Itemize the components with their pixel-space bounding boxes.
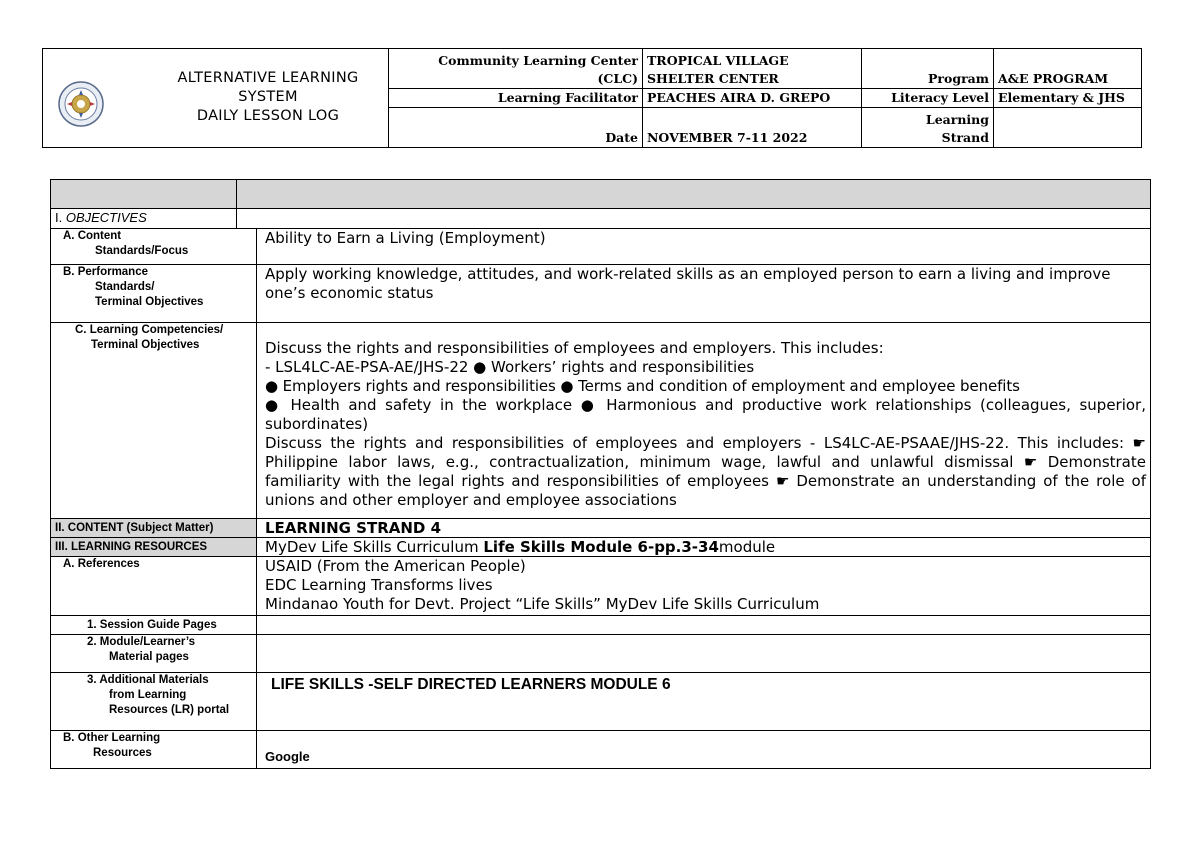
clc-label-line-1: Community Learning Center [438,53,638,68]
additional-materials-value: LIFE SKILLS -SELF DIRECTED LEARNERS MODULE 6 [257,673,1151,731]
competencies-line-3: ● Employers rights and responsibilities ● Terms and condition of employment and employee benefits [265,377,1020,395]
session-guide-row [51,616,1151,635]
learning-resources-row [51,538,1151,557]
system-title-line-3: DAILY LESSON LOG [196,108,340,124]
performance-standards-row [51,265,1151,323]
competencies-value [257,323,1151,519]
system-title [143,69,393,126]
resources-value-bold: Life Skills Module 6-pp.3-34 [483,538,719,556]
references-line-1: USAID (From the American People) [265,557,526,575]
objectives-heading-number: I. [55,210,66,225]
module-label-line-2: Material pages [109,651,189,663]
objectives-heading [51,209,237,229]
learning-resources-label: III. LEARNING RESOURCES [51,538,257,557]
references-label: A. References [51,557,257,616]
table-header-row [51,180,1151,209]
session-guide-value [257,616,1151,635]
program-label: Program [862,49,994,89]
resources-value-tail: module [718,538,776,556]
performance-standards-value: Apply working knowledge, attitudes, and work-related skills as an employed person to earn a living and improve one’s economic status [257,265,1151,323]
facilitator-value: PEACHES AIRA D. GREPO [643,89,862,108]
competencies-line-5: Discuss the rights and responsibilities of employees and employers - LS4LC-AE-PSAAE/JHS-22. This includes: ☛ Philippine labor laws, e.g., contractualization, minimum wage, lawful and unlawful dismissal ☛ Demonstrate familiarity with the legal rights and responsibilities of employees ☛ Demonstrate an understanding of the role of unions and other employer and employee associations [265,434,1146,509]
references-line-3: Mindanao Youth for Devt. Project “Life Skills” MyDev Life Skills Curriculum [265,595,820,613]
competencies-line-1: Discuss the rights and responsibilities of employees and employers. This includes: [265,339,884,357]
other-resources-row [51,731,1151,769]
strand-label-line-1: Learning [925,112,989,127]
additional-label-line-1: 3. Additional Materials [87,674,209,686]
competencies-label-line-2: Terminal Objectives [91,339,200,351]
objectives-heading-blank [237,209,1151,229]
system-title-line-2: SYSTEM [238,89,298,105]
additional-label-line-2: from Learning [109,689,187,701]
learning-strand-value [994,108,1142,148]
content-row [51,519,1151,538]
learning-resources-value [257,538,1151,557]
clc-label [389,49,643,89]
literacy-level-value: Elementary & JHS [994,89,1142,108]
program-value: A&E PROGRAM [994,49,1142,89]
objectives-row [51,209,1151,229]
lesson-log-table [50,179,1151,769]
system-title-line-1: ALTERNATIVE LEARNING [177,70,359,86]
content-standards-row [51,229,1151,265]
facilitator-label: Learning Facilitator [389,89,643,108]
learning-strand-label [862,108,994,148]
content-standards-value: Ability to Earn a Living (Employment) [257,229,1151,265]
content-standards-label-line-1: A. Content [63,230,122,242]
header-cell-right [237,180,1151,209]
literacy-level-label: Literacy Level [862,89,994,108]
header-table [42,48,1142,148]
additional-label-line-3: Resources (LR) portal [109,704,230,716]
performance-label-line-1: B. Performance [63,266,149,278]
date-label: Date [389,108,643,148]
module-pages-value [257,635,1151,673]
header-cell-left [51,180,237,209]
performance-standards-label [51,265,257,323]
performance-label-line-2: Standards/ [95,281,155,293]
additional-materials-row [51,673,1151,731]
strand-label-line-2: Strand [941,130,989,145]
references-row [51,557,1151,616]
clc-value [643,49,862,89]
content-value: LEARNING STRAND 4 [257,519,1151,538]
additional-materials-label [51,673,257,731]
other-label-line-2: Resources [93,747,152,759]
module-pages-row [51,635,1151,673]
competencies-line-4: ● Health and safety in the workplace ● Harmonious and productive work relationships (colleagues, superior, subordinates) [265,396,1146,433]
competencies-row [51,323,1151,519]
module-pages-label [51,635,257,673]
competencies-label-line-1: C. Learning Competencies/ [75,324,224,336]
competencies-line-2: - LSL4LC-AE-PSA-AE/JHS-22 ● Workers’ rights and responsibilities [265,358,755,376]
content-standards-label [51,229,257,265]
references-line-2: EDC Learning Transforms lives [265,576,493,594]
module-label-line-1: 2. Module/Learner’s [87,636,196,648]
clc-label-line-2: (CLC) [597,71,638,86]
other-label-line-1: B. Other Learning [63,732,161,744]
content-label: II. CONTENT (Subject Matter) [51,519,257,538]
references-value [257,557,1151,616]
content-standards-label-line-2: Standards/Focus [95,245,189,257]
header-logo-cell [43,49,389,148]
objectives-heading-text: OBJECTIVES [65,210,147,225]
clc-value-line-1: TROPICAL VILLAGE [647,53,789,68]
resources-value-plain: MyDev Life Skills Curriculum [265,538,484,556]
competencies-label [51,323,257,519]
performance-label-line-3: Terminal Objectives [95,296,204,308]
clc-value-line-2: SHELTER CENTER [647,71,779,86]
session-guide-label: 1. Session Guide Pages [51,616,257,635]
other-resources-value: Google [257,731,1151,769]
deped-seal-icon [58,81,104,127]
other-resources-label [51,731,257,769]
date-value: NOVEMBER 7-11 2022 [643,108,862,148]
